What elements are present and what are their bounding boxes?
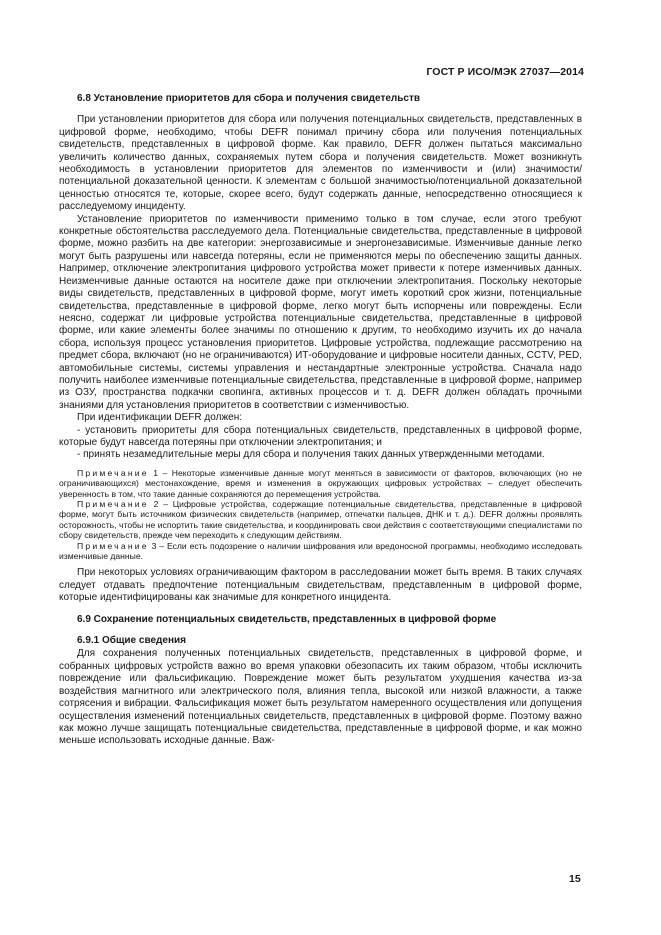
paragraph: Для сохранения полученных потенциальных свидетельств, представленных в цифровой форме, и собранных цифровых устройств важно во время упаковки обезопасить их таким образом, чтобы исключить повреждение или фальсификацию. Повреждение может быть результатом ухудшения качества из-за воздействия магнитного или электрического поля, влияния тепла, высокой или низкой влажности, а также сотрясения и вибрации. Фальсификация может быть результатом намеренного осуществления или допущения осуществления изменений потенциальных свидетельств, представленных в цифровой форме. Поэтому важно как можно лучше защищать потенциальные свидетельства, представленные в цифровой форме, и как можно меньше использовать исходные данные. Важ- (59, 648, 582, 747)
list-item: - установить приоритеты для сбора потенциальных свидетельств, представленных в цифровой форме, которые будут навсегда потеряны при отключении электропитания; и (59, 424, 582, 448)
paragraph: Установление приоритетов по изменчивости применимо только в том случае, если этого требуют конкретные обстоятельства расследуемого дела. Потенциальные свидетельства, представленные в цифровой форме, можно разбить на две категории: энергозависимые и энергонезависимые. Изменчивые данные легко могут быть разрушены или навсегда потеряны, если не применяются меры по обеспечению защиты данных. Например, отключение электропитания цифрового устройства может привести к потере изменчивых данных. Неизменчивые данные остаются на носителе даже при отключении электропитания. Поскольку некоторые виды свидетельств, представленных в цифровой форме, могут иметь короткий срок жизни, потенциальные свидетельства, представленные в цифровой форме, легко могут быть испорчены или повреждены. Если неясно, содержат ли цифровые устройства потенциальные свидетельства, представленные в цифровой форме, или какие элементы более значимы по отношению к другим, то необходимо изучить их до начала сбора, используя процесс установления приоритетов. Цифровые устройства, подлежащие рассмотрению на предмет сбора, включают (но не ограничиваются) ИТ-оборудование и цифровые носители данных, CCTV, PED, автомобильные системы, системы управления и нестандартные электронные устройства. Сначала надо получить наиболее изменчивые потенциальные свидетельства, представленные в цифровой форме, например из ОЗУ, пространства подкачки свопинга, активных процессов и т. д. DEFR должен обладать прочными знаниями для установления приоритетов в соответствии с изменчивостью. (59, 213, 582, 411)
note (59, 541, 582, 562)
paragraph: При установлении приоритетов для сбора или получения потенциальных свидетельств, представленных в цифровой форме, необходимо, чтобы DEFR понимал причину сбора или получения потенциальных свидетельств, представленных в цифровой форме. Как правило, DEFR должен пытаться максимально увеличить количество данных, сохраняемых путем сбора и получения свидетельств. Может возникнуть необходимость в установлении приоритетов для элементов по изменчивости и (или) значимости/потенциальной доказательной ценности. К элементам с большой значимостью/потенциальной доказательной ценностью относятся те, которые, скорее всего, будут содержать данные, непосредственно относящиеся к расследуемому инциденту. (59, 114, 582, 213)
subsection-6-9-1-title: 6.9.1 Общие сведения (77, 635, 186, 647)
note (59, 499, 582, 541)
paragraph: При некоторых условиях ограничивающим фактором в расследовании может быть время. В таких случаях следует отдавать предпочтение потенциальным свидетельствам, представленным в цифровой форме, которые идентифицированы как значимые для конкретного инцидента. (59, 567, 582, 604)
list-item: - принять незамедлительные меры для сбора и получения таких данных утвержденными методами. (77, 449, 545, 461)
document-code: ГОСТ Р ИСО/МЭК 27037—2014 (426, 66, 584, 78)
paragraph: При идентификации DEFR должен: (77, 412, 242, 424)
notes-block (59, 468, 582, 562)
section-6-8-title: 6.8 Установление приоритетов для сбора и получения свидетельств (77, 93, 421, 104)
note-text: – Некоторые изменчивые данные могут меняться в зависимости от факторов, включающих (но не ограничивающихся) местонахождение, время и изменения в окружающих цифровых устройствах – следует обеспечить уверенность в том, что такие данные сохраняются до перемещения устройства. (59, 467, 583, 499)
note-number: 2 (153, 499, 159, 509)
note (59, 468, 582, 499)
note-label: Примечание (77, 499, 149, 509)
section-6-9-title: 6.9 Сохранение потенциальных свидетельств, представленных в цифровой форме (77, 613, 497, 625)
note-label: Примечание (77, 467, 149, 478)
note-text: – Цифровые устройства, содержащие потенциальные свидетельства, представленные в цифровой форме, могут быть источником физических свидетельств (например, отпечатки пальцев, ДНК и т. д.). DEFR должны проявлять осторожность, чтобы не испортить такие свидетельства, и координировать свои действия с соответствующими специалистами по сбору свидетельств, прежде чем переходить к следующим действиям. (59, 499, 582, 541)
note-number: 3 (151, 540, 157, 551)
note-number: 1 (153, 467, 159, 478)
note-text: – Если есть подозрение о наличии шифрования или вредоносной программы, необходимо исследовать изменчивые данные. (59, 540, 583, 562)
page-content (59, 93, 582, 748)
page-number: 15 (569, 873, 581, 885)
note-label: Примечание (77, 540, 149, 551)
